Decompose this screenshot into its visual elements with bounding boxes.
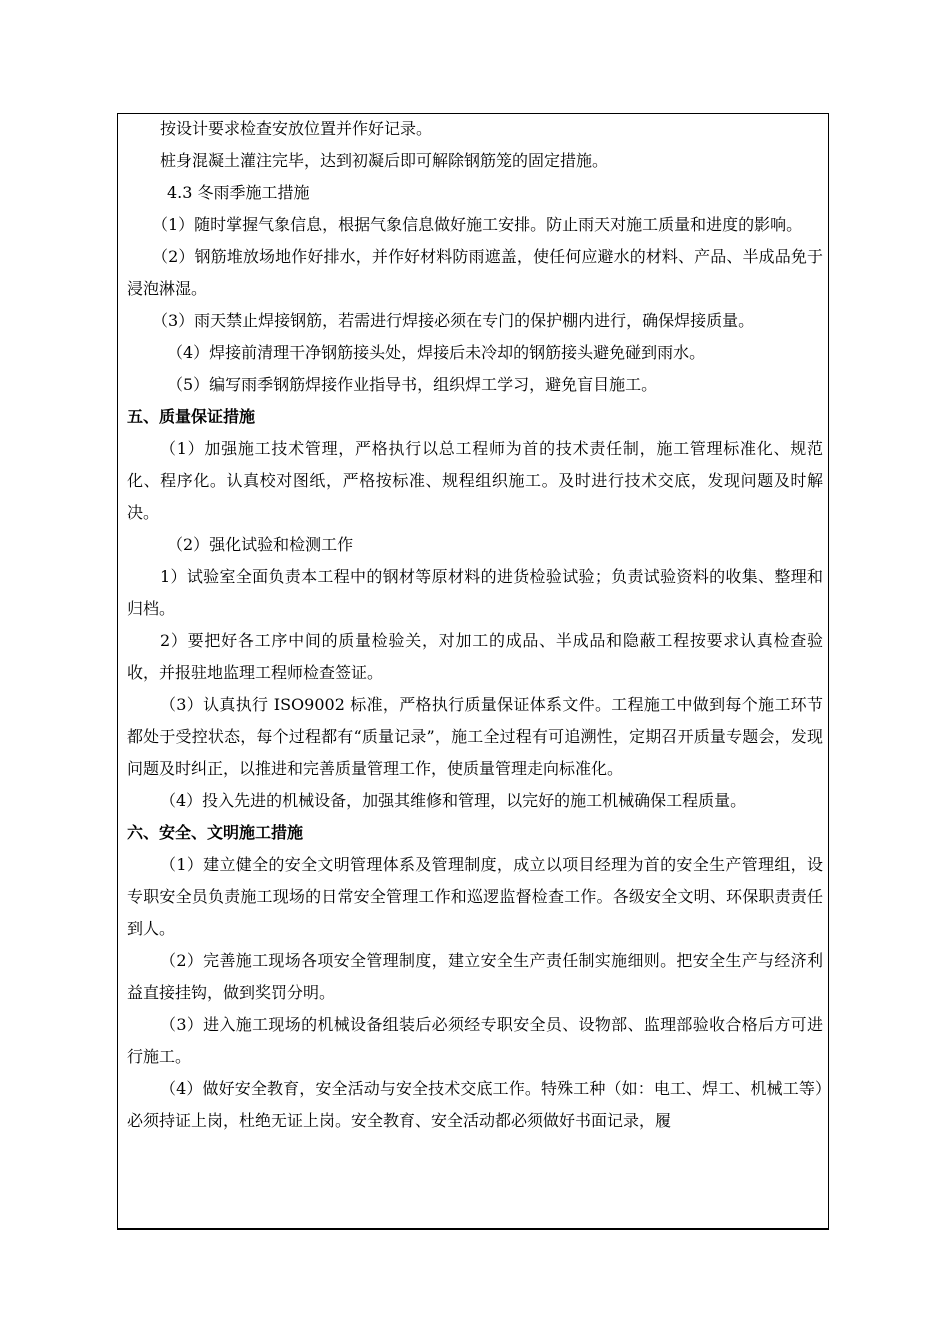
paragraph: （1）加强施工技术管理，严格执行以总工程师为首的技术责任制，施工管理标准化、规范化、程序化。认真校对图纸，严格按标准、规程组织施工。及时进行技术交底，发现问题及时解决。 <box>127 439 823 522</box>
paragraph: 桩身混凝土灌注完毕，达到初凝后即可解除钢筋笼的固定措施。 <box>160 151 609 170</box>
paragraph: （1）建立健全的安全文明管理体系及管理制度，成立以项目经理为首的安全生产管理组，设专职安全员负责施工现场的日常安全管理工作和巡逻监督检查工作。各级安全文明、环保职责责任到人。 <box>127 855 823 938</box>
paragraph: （4）焊接前清理干净钢筋接头处，焊接后未冷却的钢筋接头避免碰到雨水。 <box>167 343 706 362</box>
paragraph: 1）试验室全面负责本工程中的钢材等原材料的进货检验试验；负责试验资料的收集、整理和归档。 <box>127 567 823 618</box>
paragraph: （4）做好安全教育，安全活动与安全技术交底工作。特殊工种（如：电工、焊工、机械工等）必须持证上岗，杜绝无证上岗。安全教育、安全活动都必须做好书面记录，履 <box>127 1079 823 1130</box>
section-heading: 六、安全、文明施工措施 <box>127 823 304 842</box>
paragraph: （2）强化试验和检测工作 <box>167 535 354 554</box>
section-heading: 五、质量保证措施 <box>127 407 256 426</box>
paragraph: 按设计要求检查安放位置并作好记录。 <box>160 119 433 138</box>
paragraph: （2）完善施工现场各项安全管理制度，建立安全生产责任制实施细则。把安全生产与经济利益直接挂钩，做到奖罚分明。 <box>127 951 823 1002</box>
paragraph: （1）随时掌握气象信息，根据气象信息做好施工安排。防止雨天对施工质量和进度的影响。 <box>152 215 803 234</box>
paragraph: （3）认真执行 ISO9002 标准，严格执行质量保证体系文件。工程施工中做到每个施工环节都处于受控状态，每个过程都有“质量记录”，施工全过程有可追溯性，定期召开质量专题会，发现问题及时纠正，以推进和完善质量管理工作，使质量管理走向标准化。 <box>127 695 823 778</box>
paragraph: （3）进入施工现场的机械设备组装后必须经专职安全员、设物部、监理部验收合格后方可进行施工。 <box>127 1015 823 1066</box>
subheading: 4.3 冬雨季施工措施 <box>167 183 310 202</box>
paragraph: （2）钢筋堆放场地作好排水，并作好材料防雨遮盖，使任何应避水的材料、产品、半成品免于浸泡淋湿。 <box>127 247 823 298</box>
paragraph: （4）投入先进的机械设备，加强其维修和管理，以完好的施工机械确保工程质量。 <box>160 791 747 810</box>
paragraph: （3）雨天禁止焊接钢筋，若需进行焊接必须在专门的保护棚内进行，确保焊接质量。 <box>152 311 755 330</box>
paragraph: （5）编写雨季钢筋焊接作业指导书，组织焊工学习，避免盲目施工。 <box>167 375 658 394</box>
document-body <box>127 113 823 1137</box>
paragraph: 2）要把好各工序中间的质量检验关，对加工的成品、半成品和隐蔽工程按要求认真检查验收，并报驻地监理工程师检查签证。 <box>127 631 823 682</box>
